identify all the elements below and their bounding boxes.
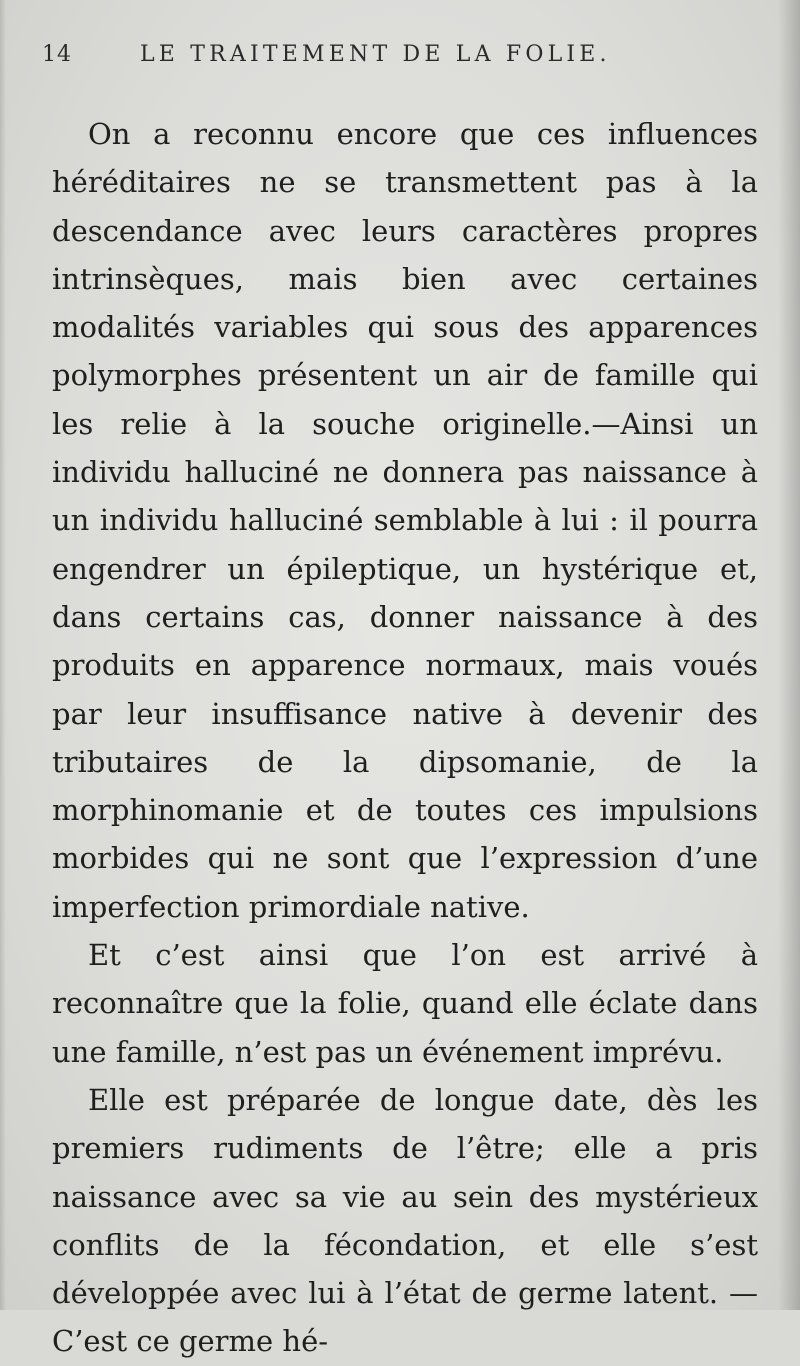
running-title: LE TRAITEMENT DE LA FOLIE. bbox=[140, 42, 611, 67]
paragraph-heredity: On a reconnu encore que ces influences héréditaires ne se transmettent pas à la descendance avec leurs caractères propres intrinsèques, mais bien avec certaines modalités variables qui sous des apparences polymorphes présentent un air de famille qui les relie à la souche originelle.—Ainsi un individu halluciné ne donnera pas naissance à un individu halluciné semblable à lui : il pourra engendrer un épileptique, un hystérique et, dans certains cas, donner naissance à des produits en apparence normaux, mais voués par leur insuffisance native à devenir des tributaires de la dipsomanie, de la morphinomanie et de toutes ces impulsions morbides qui ne sont que l’expression d’une imperfection primordiale native. bbox=[52, 117, 758, 924]
page-left-edge-shadow bbox=[0, 0, 6, 1310]
page-spine-shadow bbox=[778, 0, 800, 1310]
paragraph-germe: Elle est préparée de longue date, dès les premiers rudiments de l’être; elle a pris naissance avec sa vie au sein des mystérieux conflits de la fécondation, et elle s’est développée avec lui à l’état de germe latent. — C’est ce germe hé- bbox=[52, 1082, 758, 1359]
page-number: 14 bbox=[42, 42, 72, 67]
running-head bbox=[42, 42, 742, 82]
body-text bbox=[52, 110, 758, 1366]
paragraph-folie-famille: Et c’est ainsi que l’on est arrivé à reconnaître que la folie, quand elle éclate dans une famille, n’est pas un événement imprévu. bbox=[52, 938, 758, 1069]
